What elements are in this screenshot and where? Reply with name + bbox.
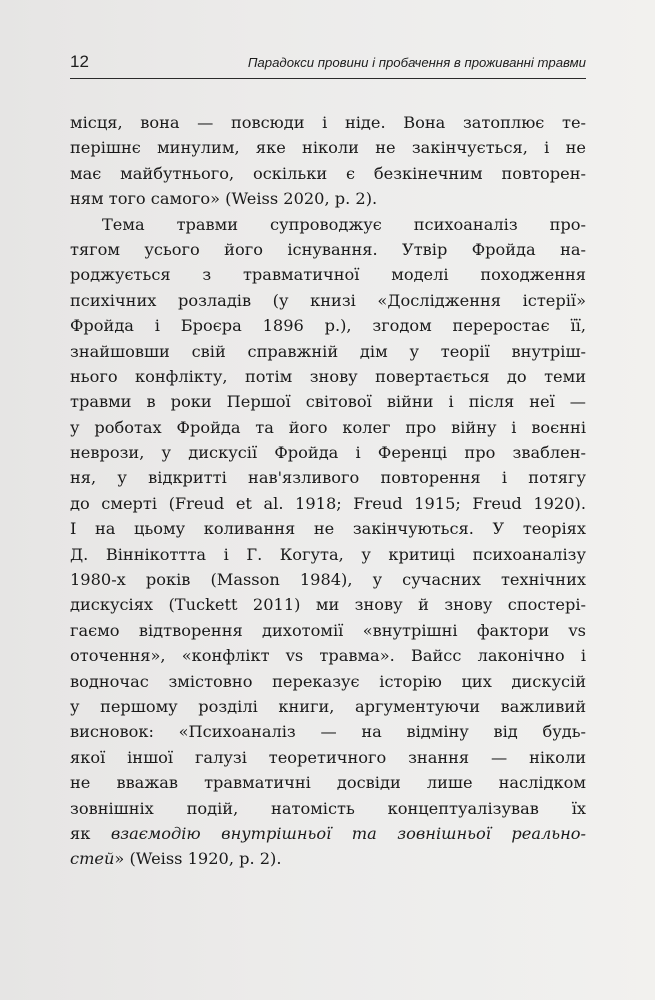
text-line: водночас змістовно переказує історію цих дискусій xyxy=(70,671,586,691)
text-line: Фройда і Броєра 1896 р.), згодом переростає її, xyxy=(70,316,586,336)
text-line xyxy=(70,821,586,846)
text-line: до смерті (Freud et al. 1918; Freud 1915; Freud 1920). xyxy=(70,493,586,513)
text-line: має майбутнього, оскільки є безкінечним повторен- xyxy=(70,163,586,183)
text-line: висновок: «Психоаналіз — на відміну від будь- xyxy=(70,722,586,742)
text-line: І на цьому коливання не закінчуються. У теоріях xyxy=(70,519,586,539)
text-line: 1980-х років (Masson 1984), у сучасних технічних xyxy=(70,570,586,590)
text-line xyxy=(70,846,586,871)
text-line: знайшовши свій справжній дім у теорії внутріш- xyxy=(70,341,586,361)
text-line: психічних розладів (у книзі «Дослідження істерії» xyxy=(70,290,586,310)
text-line: якої іншої галузі теоретичного знання — ніколи xyxy=(70,747,586,767)
citation: » (Weiss 1920, p. 2). xyxy=(114,849,282,869)
text-line: ням того самого» (Weiss 2020, p. 2). xyxy=(70,189,378,209)
italic-quote: стей xyxy=(70,849,115,869)
text-line: тягом усього його існування. Утвір Фройда на- xyxy=(70,239,586,259)
text-line: ня, у відкритті нав'язливого повторення і потягу xyxy=(70,468,586,488)
text-line: перішнє минулим, яке ніколи не закінчується, і не xyxy=(70,138,586,158)
text-line: Д. Віннікоттта і Г. Когута, у критиці психоаналізу xyxy=(70,544,586,564)
text-line: травми в роки Першої світової війни і після неї — xyxy=(70,392,586,412)
text-line: у першому розділі книги, аргументуючи важливий xyxy=(70,696,586,716)
body-text xyxy=(70,110,586,872)
page-number: 12 xyxy=(70,52,89,71)
page-header xyxy=(70,50,586,79)
text-run: як xyxy=(70,823,111,843)
text-line: дискусіях (Tuckett 2011) ми знову й знову спостері- xyxy=(70,595,586,615)
text-line: нього конфлікту, потім знову повертається до теми xyxy=(70,366,586,386)
text-line: зовнішніх подій, натомість концептуалізував їх xyxy=(70,798,586,818)
text-line: місця, вона — повсюди і ніде. Вона затоплює те- xyxy=(70,113,586,132)
italic-quote: взаємодію внутрішньої та зовнішньої реально- xyxy=(110,823,586,843)
text-line: Тема травми супроводжує психоаналіз про- xyxy=(102,214,586,234)
text-line: у роботах Фройда та його колег про війну і воєнні xyxy=(70,417,586,437)
text-line: роджується з травматичної моделі походження xyxy=(70,265,586,285)
running-title: Парадокси провини і пробачення в проживанні травми xyxy=(247,55,586,70)
text-line: не вважав травматичні досвіди лише наслідком xyxy=(70,773,586,793)
text-line: неврози, у дискусії Фройда і Ференці про зваблен- xyxy=(70,443,586,463)
text-line: гаємо відтворення дихотомії «внутрішні фактори vs xyxy=(70,620,586,640)
text-line: оточення», «конфлікт vs травма». Вайсс лаконічно і xyxy=(70,646,586,666)
